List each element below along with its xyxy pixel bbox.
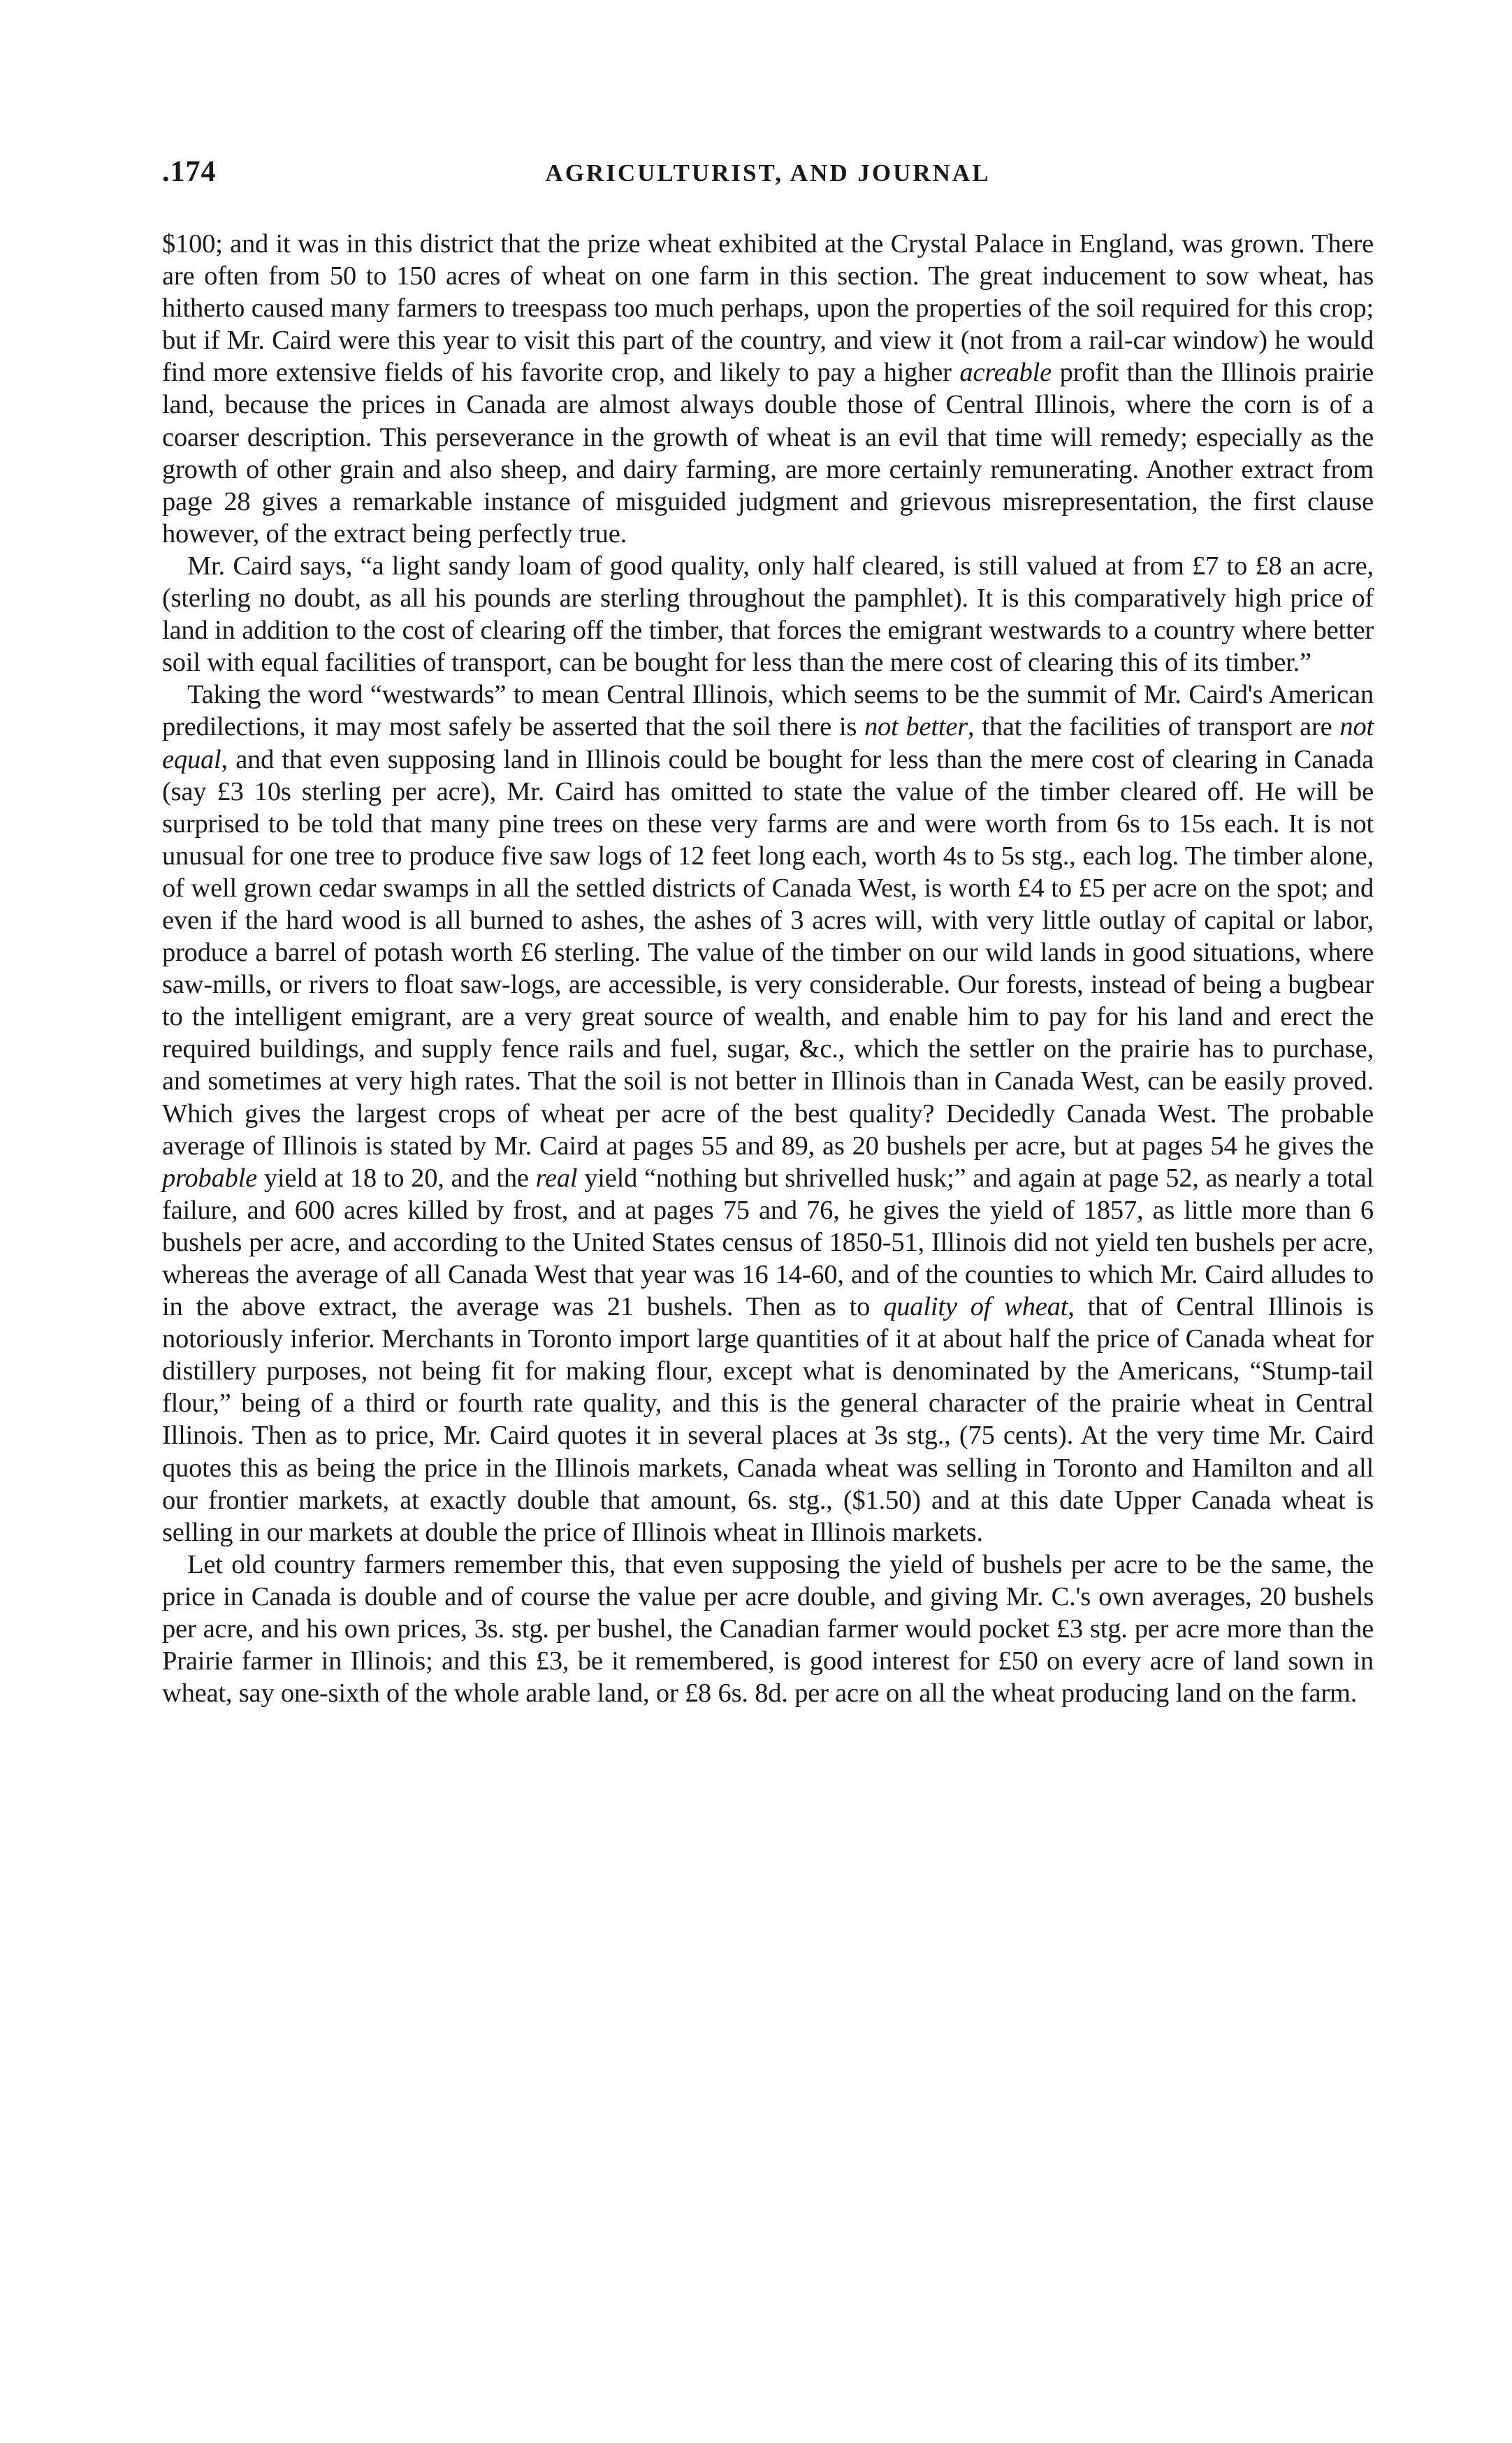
italic-text: probable xyxy=(162,1163,257,1193)
italic-text: acreable xyxy=(959,358,1052,388)
document-page xyxy=(162,155,1374,1709)
paragraph xyxy=(162,679,1374,1549)
running-head xyxy=(162,155,1374,204)
text-segment: Taking the word “westwards” to mean Central Illinois, which seems to be the summit of Mr. Caird's American predilections, it may most safely be asserted that the soil there is xyxy=(162,680,1374,742)
text-segment: , that of Central Illinois is notoriously inferior. Merchants in Toronto import large quantities of it at about half the price of Canada wheat for distillery purposes, not being fit for making flour, except what is denominated by the Americans, “Stump-tail flour,” being of a third or fourth rate quality, and this is the general character of the prairie wheat in Central Illinois. Then as to price, Mr. Caird quotes it in several places at 3s stg., (75 cents). At the very time Mr. Caird quotes this as being the price in the Illinois markets, Canada wheat was selling in Toronto and Hamilton and all our frontier markets, at exactly double that amount, 6s. stg., ($1.50) and at this date Upper Canada wheat is selling in our markets at double the price of Illinois wheat in Illinois markets. xyxy=(162,1292,1374,1547)
text-segment: yield “nothing but shrivelled husk;” and again at page 52, as nearly a total failure, and 600 acres killed by frost, and at pages 75 and 76, he gives the yield of 1857, as little more than 6 bushels per acre, and according to the United States census of 1850-51, Illinois did not yield ten bushels per acre, whereas the average of all Canada West that year was 16 14-60, and of the counties to which Mr. Caird alludes to in the above extract, the average was 21 bushels. Then as to xyxy=(162,1163,1374,1322)
text-segment: Mr. Caird says, “a light sandy loam of good quality, only half cleared, is still valued at from £7 to £8 an acre, (sterling no doubt, as all his pounds are sterling throughout the pamphlet). It is this comparatively high price of land in addition to the cost of clearing off the timber, that forces the emigrant westwards to a country where better soil with equal facilities of transport, can be bought for less than the mere cost of clearing this of its timber.” xyxy=(162,551,1374,678)
italic-text: real xyxy=(535,1163,578,1193)
text-segment: profit than the Illinois prairie land, because the prices in Canada are almost always double those of Central Illinois, where the corn is of a coarser description. This perseverance in the growth of wheat is an evil that time will remedy; especially as the growth of other grain and also sheep, and dairy farming, are more certainly remunerating. Another extract from page 28 gives a remarkable instance of misguided judgment and grievous misrepresentation, the first clause however, of the extract being perfectly true. xyxy=(162,358,1374,549)
paragraph xyxy=(162,550,1374,679)
text-segment: Let old country farmers remember this, that even supposing the yield of bushels per acre to be the same, the price in Canada is double and of course the value per acre double, and giving Mr. C.'s own averages, 20 bushels per acre, and his own prices, 3s. stg. per bushel, the Canadian farmer would pocket £3 stg. per acre more than the Prairie farmer in Illinois; and this £3, be it remembered, is good interest for £50 on every acre of land sown in wheat, say one-sixth of the whole arable land, or £8 6s. 8d. per acre on all the wheat producing land on the farm. xyxy=(162,1549,1374,1709)
article-body xyxy=(162,228,1374,1709)
text-segment: $100; and it was in this district that the prize wheat exhibited at the Crystal Palace in England, was grown. There are often from 50 to 150 acres of wheat on one farm in this section. The great inducement to sow wheat, has hitherto caused many farmers to treespass too much perhaps, upon the properties of the soil required for this crop; but if Mr. Caird were this year to visit this part of the country, and view it (not from a rail-car window) he would find more extensive fields of his favorite crop, and likely to pay a higher xyxy=(162,229,1374,388)
italic-text: not equal xyxy=(162,712,1374,774)
paragraph xyxy=(162,228,1374,550)
italic-text: quality of wheat xyxy=(883,1292,1068,1322)
journal-title: AGRICULTURIST, AND JOURNAL xyxy=(545,159,991,187)
text-segment: , and that even supposing land in Illinois could be bought for less than the mere cost of clearing in Canada (say £3 10s sterling per acre), Mr. Caird has omitted to state the value of the timber cleared off. He will be surprised to be told that many pine trees on these very farms are and were worth from 6s to 15s each. It is not unusual for one tree to produce five saw logs of 12 feet long each, worth 4s to 5s stg., each log. The timber alone, of well grown cedar swamps in all the settled districts of Canada West, is worth £4 to £5 per acre on the spot; and even if the hard wood is all burned to ashes, the ashes of 3 acres will, with very little outlay of capital or labor, produce a barrel of potash worth £6 sterling. The value of the timber on our wild lands in good situations, where saw-mills, or rivers to float saw-logs, are accessible, is very considerable. Our forests, instead of being a bugbear to the intelligent emigrant, are a very great source of wealth, and enable him to pay for his land and erect the required buildings, and supply fence rails and fuel, sugar, &c., which the settler on the prairie has to purchase, and sometimes at very high rates. That the soil is not better in Illinois than in Canada West, can be easily proved. Which gives the largest crops of wheat per acre of the best quality? Decidedly Canada West. The probable average of Illinois is stated by Mr. Caird at pages 55 and 89, as 20 bushels per acre, but at pages 54 he gives the xyxy=(162,744,1374,1161)
page-number: .174 xyxy=(162,156,217,188)
paragraph xyxy=(162,1549,1374,1709)
italic-text: not better xyxy=(864,712,968,742)
text-segment: , that the facilities of transport are xyxy=(968,712,1340,742)
text-segment: yield at 18 to 20, and the xyxy=(257,1163,536,1193)
